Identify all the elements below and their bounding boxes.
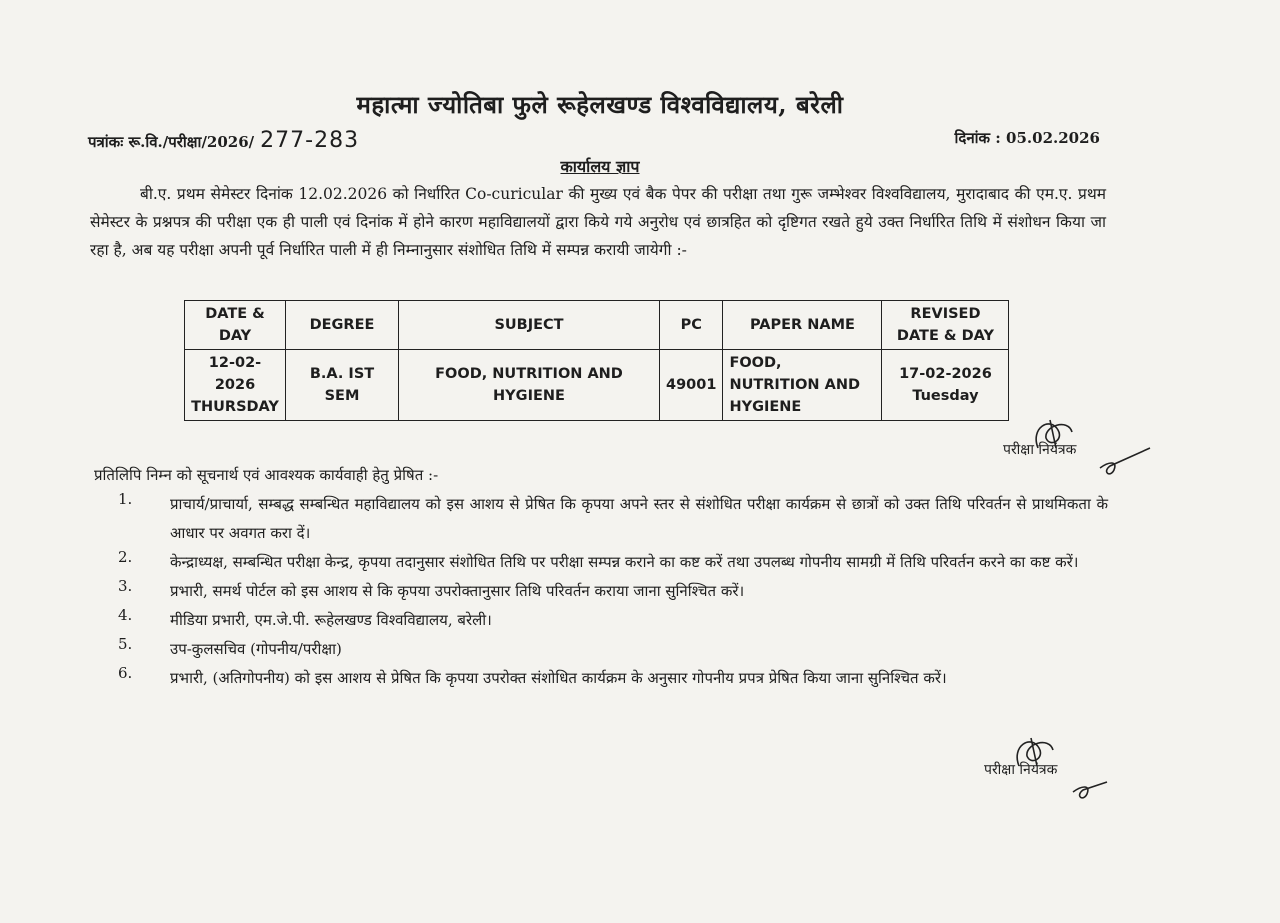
header-paper-name: PAPER NAME <box>723 301 882 350</box>
cell-date: 12-02-2026 <box>208 355 262 393</box>
list-item-number: 4. <box>118 606 133 624</box>
table-header-row <box>185 301 1009 350</box>
header-degree: DEGREE <box>286 301 399 350</box>
reference-handwritten-number: 277-283 <box>260 128 360 153</box>
body-paragraph-text: बी.ए. प्रथम सेमेस्टर दिनांक 12.02.2026 को निर्धारित Co-curicular की मुख्य एवं बैक पेपर की परीक्षा तथा गुरू जम्भेश्वर विश्वविद्यालय, मुरादाबाद की एम.ए. प्रथम सेमेस्टर के प्रश्नपत्र की परीक्षा एक ही पाली एवं दिनांक में होने कारण महाविद्यालयों द्वारा किये गये अनुरोध एवं छात्रहित को दृष्टिगत रखते हुये उक्त निर्धारित तिथि में संशोधन किया जा रहा है, अब यह परीक्षा अपनी पूर्व निर्धारित पाली में ही निम्नानुसार संशोधित तिथि में सम्पन्न करायी जायेगी :- <box>90 185 1106 259</box>
cell-subject: FOOD, NUTRITION AND HYGIENE <box>399 350 660 421</box>
list-item <box>118 635 1108 664</box>
cell-revised-day: Tuesday <box>912 388 979 404</box>
list-item-number: 3. <box>118 577 133 595</box>
list-item-text: प्राचार्य/प्राचार्या, सम्बद्ध सम्बन्धित महाविद्यालय को इस आशय से प्रेषित कि कृपया अपने स्तर से संशोधित परीक्षा कार्यक्रम से छात्रों को उक्त तिथि परिवर्तन से प्राथमिकता के आधार पर अवगत करा दें। <box>170 495 1108 542</box>
reference-prefix: पत्रांकः रू.वि./परीक्षा/2026/ <box>88 133 255 151</box>
cell-date-day <box>185 350 286 421</box>
reference-number <box>88 128 359 153</box>
list-item-number: 5. <box>118 635 133 653</box>
list-item-number: 6. <box>118 664 133 682</box>
cell-pc: 49001 <box>660 350 723 421</box>
controller-signature-top: परीक्षा नियंत्रक <box>1003 442 1077 458</box>
copy-heading: प्रतिलिपि निम्न को सूचनार्थ एवं आवश्यक कार्यवाही हेतु प्रेषित :- <box>94 466 439 484</box>
list-item-number: 1. <box>118 490 133 508</box>
copy-list <box>118 490 1108 693</box>
header-revised-date: REVISED DATE & DAY <box>882 301 1009 350</box>
list-item <box>118 606 1108 635</box>
controller-signature-bottom: परीक्षा नियंत्रक <box>984 762 1058 778</box>
list-item-number: 2. <box>118 548 133 566</box>
list-item-text: प्रभारी, (अतिगोपनीय) को इस आशय से प्रेषित कि कृपया उपरोक्त संशोधित कार्यक्रम के अनुसार गोपनीय प्रपत्र प्रेषित किया जाना सुनिश्चित करें। <box>170 669 947 687</box>
header-date-day: DATE & DAY <box>185 301 286 350</box>
cell-degree: B.A. IST SEM <box>286 350 399 421</box>
header-subject: SUBJECT <box>399 301 660 350</box>
header-pc: PC <box>660 301 723 350</box>
list-item <box>118 577 1108 606</box>
list-item <box>118 664 1108 693</box>
memo-title: कार्यालय ज्ञाप <box>560 157 640 176</box>
issue-date: दिनांक : 05.02.2026 <box>954 129 1100 147</box>
list-item-text: उप-कुलसचिव (गोपनीय/परीक्षा) <box>170 640 342 658</box>
cell-revised-date: 17-02-2026 <box>899 366 992 382</box>
cell-paper-name: FOOD, NUTRITION AND HYGIENE <box>723 350 882 421</box>
list-item <box>118 548 1108 577</box>
cell-day: THURSDAY <box>191 399 279 415</box>
table-row <box>185 350 1009 421</box>
cell-revised-date-day <box>882 350 1009 421</box>
list-item-text: प्रभारी, समर्थ पोर्टल को इस आशय से कि कृपया उपरोक्तानुसार तिथि परिवर्तन कराया जाना सुनिश्चित करें। <box>170 582 745 600</box>
list-item-text: केन्द्राध्यक्ष, सम्बन्धित परीक्षा केन्द्र, कृपया तदानुसार संशोधित तिथि पर परीक्षा सम्पन्न कराने का कष्ट करें तथा उपलब्ध गोपनीय सामग्री में तिथि परिवर्तन करने का कष्ट करें। <box>170 553 1079 571</box>
list-item-text: मीडिया प्रभारी, एम.जे.पी. रूहेलखण्ड विश्वविद्यालय, बरेली। <box>170 611 492 629</box>
university-title: महात्मा ज्योतिबा फुले रूहेलखण्ड विश्वविद्यालय, बरेली <box>356 90 844 119</box>
exam-schedule-table <box>184 300 1009 421</box>
list-item <box>118 490 1108 548</box>
body-paragraph <box>90 180 1106 264</box>
